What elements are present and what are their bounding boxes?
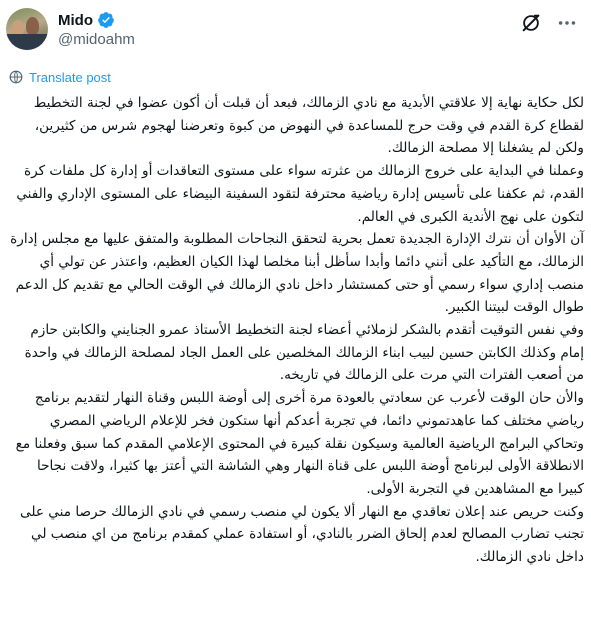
avatar-shirt: [6, 34, 48, 50]
post-header: [0, 0, 591, 64]
avatar[interactable]: [6, 8, 48, 50]
author-name-row[interactable]: [58, 10, 115, 30]
translate-icon: [9, 70, 23, 84]
post-paragraph: والأن حان الوقت لأعرب عن سعادتي بالعودة مرة أخرى إلى أوضة اللبس وقناة النهار لتقديم برنامج رياضي مختلف كما عاهدتموني دائما، في تجربة أعدكم أنها ستكون فخر للإعلام الرياضي المصري وتحاكي البرامج الرياضية العالمية وسيكون نقلة كبيرة في المحتوى الإعلامي المقدم كما سبق وفعلنا مع الانطلاقة الأولى لبرنامج أوضة اللبس على قناة النهار وهي الشاشة التي أعتز بها كثيرا، ولاقت نجاحا كبيرا مع المشاهدين في التجربة الأولى.: [15, 390, 584, 497]
post-paragraph: وفي نفس التوقيت أتقدم بالشكر لزملائي أعضاء لجنة التخطيط الأستاذ عمرو الجنايني والكابتن حازم إمام وكذلك الكابتن حسين لبيب ابناء الزمالك المخلصين على العمل الجاد لمصلحة الزمالك في واحدة من أصعب الفترات التي مرت على الزمالك في تاريخه.: [24, 322, 584, 384]
post-paragraph: وكنت حريص عند إعلان تعاقدي مع النهار ألا يكون لي منصب رسمي في نادي الزمالك حرصا مني على تجنب تضارب المصالح لعدم إلحاق الضرر بالنادي، أو استفادة عملي كمقدم برنامج من اي منصب لي داخل نادي الزمالك.: [20, 503, 584, 566]
author-display-name[interactable]: Mido: [58, 11, 93, 29]
post-text: [8, 92, 584, 569]
more-icon[interactable]: [555, 12, 579, 34]
author-handle[interactable]: @midoahm: [58, 31, 135, 48]
translate-post-button[interactable]: [9, 68, 111, 86]
verified-badge-icon: [97, 11, 115, 29]
post-paragraph: آن الأوان أن نترك الإدارة الجديدة تعمل بحرية لتحقق النجاحات المطلوبة والمتفق عليها مع مجلس إدارة الزمالك، مع التأكيد على أنني دائما وأبدا سأظل أبنا مخلصا لهذا الكيان العظيم، واعتذر عن تولي أي منصب إداري سواء رسمي أو حتى كمستشار داخل نادي الزمالك في الوقت الحالي مع تقديم كل الدعم طوال الوقت لبيتنا الكبير.: [10, 231, 584, 316]
post-paragraph: وعملنا في البداية على خروج الزمالك من عثرته سواء على مستوى التعاقدات أو إدارة كل ملفات كرة القدم، ثم عكفنا على تأسيس إدارة رياضية محترفة لتقود السفينة البيضاء على المستوى الإداري والفني لتكون على نهج الأندية الكبرى في العالم.: [16, 163, 584, 225]
translate-post-label: Translate post: [29, 69, 111, 85]
avatar-person-right: [26, 17, 39, 35]
grok-icon[interactable]: [520, 12, 542, 34]
post-paragraph: لكل حكاية نهاية إلا علاقتي الأبدية مع نادي الزمالك، فبعد أن قبلت أن أكون عضوا في لجنة التخطيط لقطاع كرة القدم في وقت حرج للمساعدة في النهوض من كبوة وتعرضنا لهجوم شرس من كثيرين، ولكن لم يشغلنا إلا مصلحة الزمالك.: [33, 95, 584, 157]
